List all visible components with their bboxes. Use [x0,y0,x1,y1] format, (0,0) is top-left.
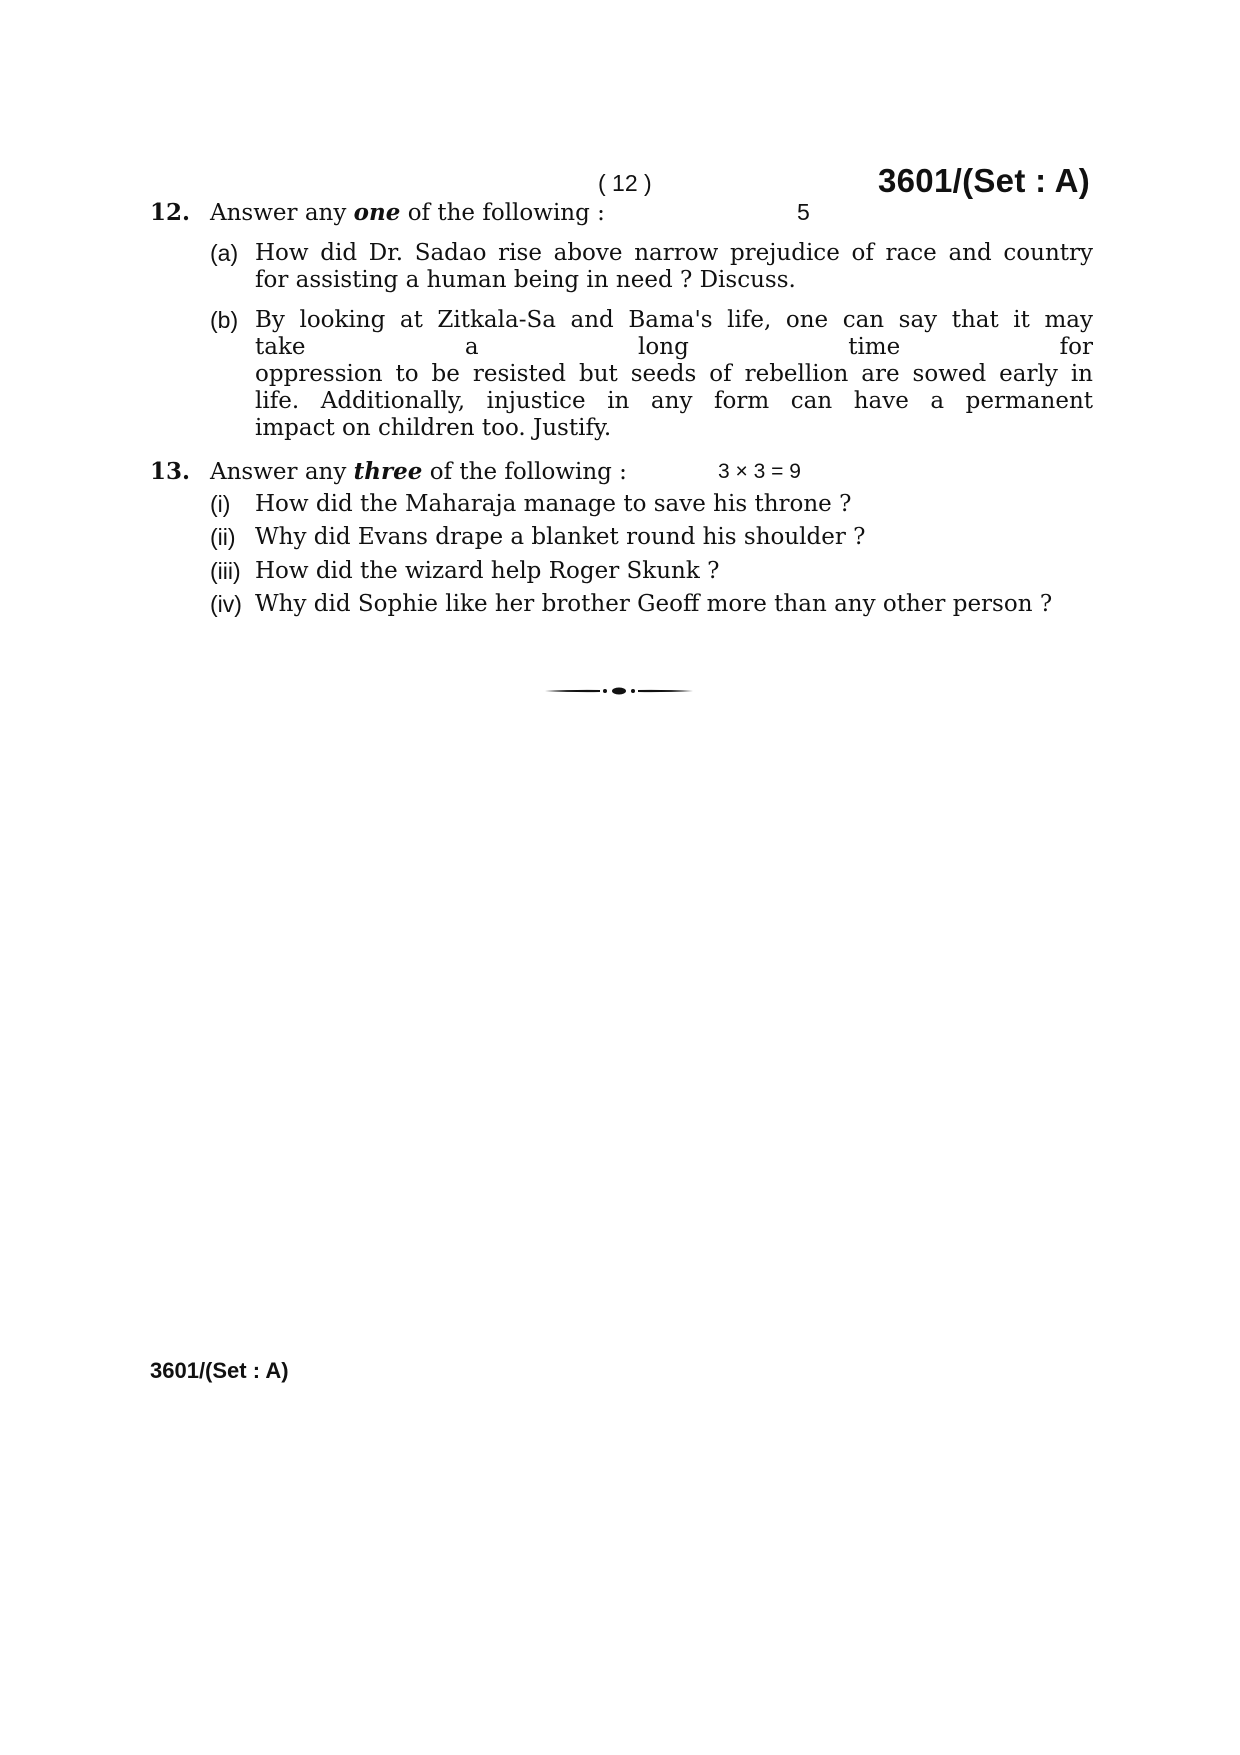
question-line: oppression to be resisted but seeds of rebellion are sowed early in [255,361,1093,387]
question-13-instruction [210,458,627,485]
instruction-suffix: of the following : [407,200,605,226]
instruction-prefix: Answer any [210,200,347,226]
page-number: ( 12 ) [598,170,652,196]
instruction-prefix: Answer any [210,459,347,485]
question-line: impact on children too. Justify. [255,415,612,441]
part-label-iv: (iv) [210,591,242,617]
question-12-instruction [210,199,605,226]
question-12-marks: 5 [797,199,810,225]
question-13iv-text: Why did Sophie like her brother Geoff more than any other person ? [255,591,1053,617]
question-line: By looking at Zitkala-Sa and Bama's life, one can say that it may [255,307,1093,333]
instruction-suffix: of the following : [429,459,627,485]
question-13ii-text: Why did Evans drape a blanket round his shoulder ? [255,524,866,550]
question-line: How did Dr. Sadao rise above narrow prejudice of race and country [255,240,1093,266]
part-label-iii: (iii) [210,558,241,584]
question-12b-text [255,307,1093,442]
question-12-number: 12. [150,199,191,226]
question-13iii-text: How did the wizard help Roger Skunk ? [255,558,720,584]
part-label-i: (i) [210,491,231,517]
part-label-ii: (ii) [210,524,236,550]
question-line: take a long time for [255,334,1093,360]
question-13-marks: 3 × 3 = 9 [718,460,801,483]
part-label-b: (b) [210,307,239,333]
question-line: for assisting a human being in need ? Discuss. [255,267,796,293]
question-13-number: 13. [150,458,191,485]
end-ornament-icon [545,684,693,703]
paper-code-header: 3601/(Set : A) [878,162,1091,199]
question-13i-text: How did the Maharaja manage to save his throne ? [255,491,852,517]
question-12a-text [255,240,1093,294]
paper-code-footer: 3601/(Set : A) [150,1358,289,1383]
part-label-a: (a) [210,240,239,266]
instruction-emphasis: three [353,458,423,485]
question-line: life. Additionally, injustice in any form can have a permanent [255,388,1093,414]
instruction-emphasis: one [353,199,401,226]
